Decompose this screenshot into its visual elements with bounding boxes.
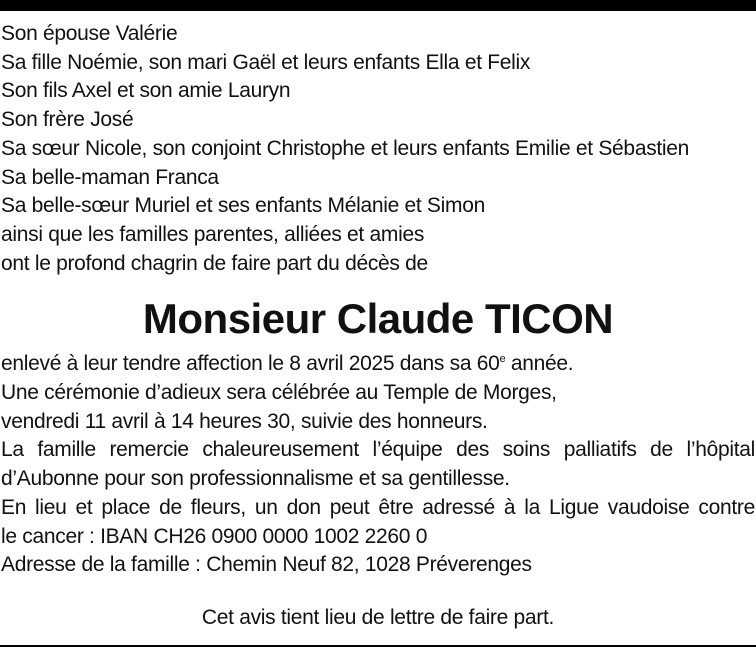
family-line-spouse: Son épouse Valérie bbox=[1, 22, 178, 45]
obituary-notice bbox=[1, 20, 755, 632]
top-border-bar bbox=[0, 0, 756, 11]
ceremony-line: Une cérémonie d’adieux sera célébrée au Temple de Morges, bbox=[1, 381, 557, 405]
family-line-daughter: Sa fille Noémie, son mari Gaël et leurs enfants Ella et Felix bbox=[1, 50, 531, 74]
donation-line: le cancer : IBAN CH26 0900 0000 1002 2260 0 bbox=[1, 524, 428, 548]
notice-body bbox=[1, 350, 755, 580]
donation-line: En lieu et place de fleurs, un don peut être adressé à la Ligue vaudoise contre bbox=[1, 495, 755, 519]
family-line-relatives: ainsi que les familles parentes, alliées et amies bbox=[1, 222, 425, 246]
ordinal-suffix: e bbox=[499, 353, 506, 366]
family-list bbox=[1, 20, 755, 278]
thanks-line: La famille remercie chaleureusement l’équipe des soins palliatifs de l’hôpital bbox=[1, 438, 755, 462]
family-line-brother: Son frère José bbox=[1, 108, 134, 132]
bottom-divider bbox=[0, 645, 756, 647]
family-line-mother-in-law: Sa belle-maman Franca bbox=[1, 165, 219, 189]
thanks-line: d’Aubonne pour son professionnalisme et sa gentillesse. bbox=[1, 467, 510, 491]
deceased-name: Monsieur Claude TICON bbox=[142, 295, 614, 343]
family-line-sister-in-law: Sa belle-sœur Muriel et ses enfants Mélanie et Simon bbox=[1, 194, 485, 218]
family-line-sister: Sa sœur Nicole, son conjoint Christophe et leurs enfants Emilie et Sébastien bbox=[1, 136, 690, 160]
announcement-intro: ont le profond chagrin de faire part du décès de bbox=[1, 251, 428, 275]
family-address: Adresse de la famille : Chemin Neuf 82, 1028 Préverenges bbox=[1, 553, 532, 577]
footer-note: Cet avis tient lieu de lettre de faire part. bbox=[201, 605, 555, 629]
death-notice-text-end: année. bbox=[505, 352, 574, 376]
death-notice-line bbox=[1, 350, 755, 379]
death-notice-text: enlevé à leur tendre affection le 8 avril 2025 dans sa 60 bbox=[1, 352, 500, 376]
family-line-son: Son fils Axel et son amie Lauryn bbox=[1, 79, 291, 103]
ceremony-line: vendredi 11 avril à 14 heures 30, suivie des honneurs. bbox=[1, 409, 488, 433]
